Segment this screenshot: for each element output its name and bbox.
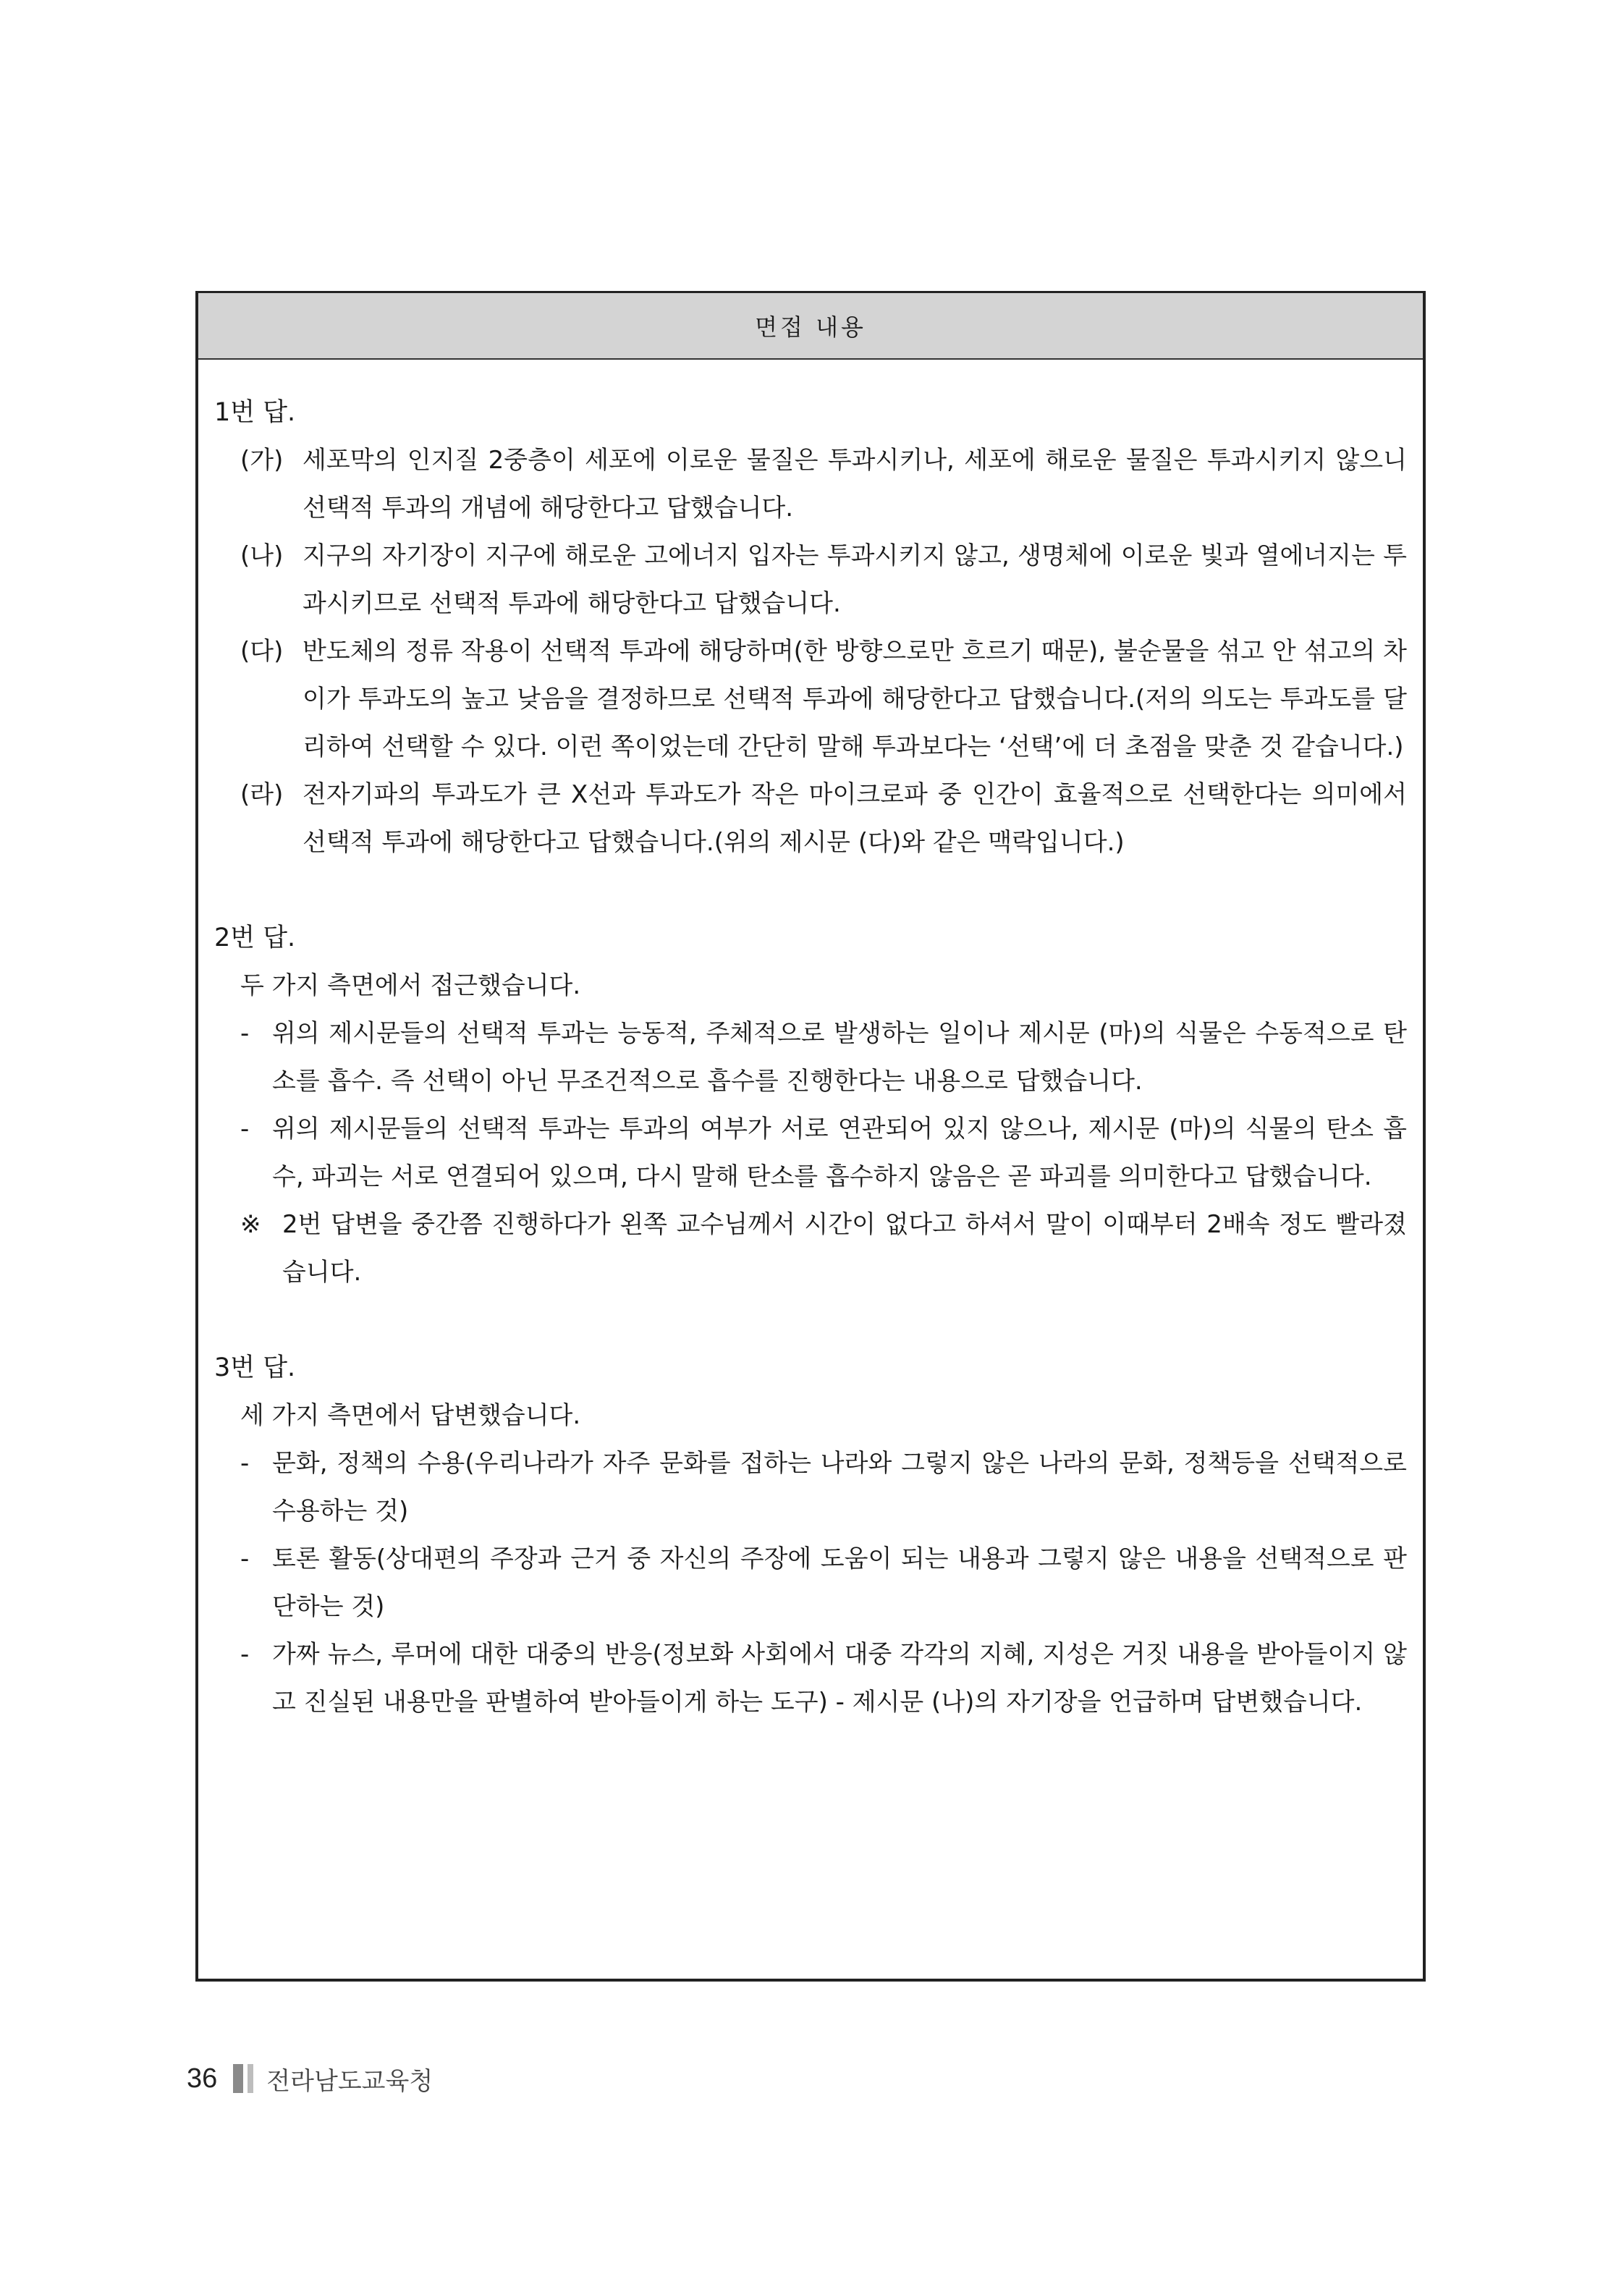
answer3-heading: 3번 답. <box>214 1353 296 1382</box>
item-marker: - <box>240 1640 250 1669</box>
answer2-intro: 두 가지 측면에서 접근했습니다. <box>240 971 581 1000</box>
item-text: 지구의 자기장이 지구에 해로운 고에너지 입자는 투과시키지 않고, 생명체에 이로운 빛과 열에너지는 투과시키므로 선택적 투과에 해당한다고 답했습니다. <box>303 541 1407 618</box>
item-text: 반도체의 정류 작용이 선택적 투과에 해당하며(한 방향으로만 흐르기 때문), 불순물을 섞고 안 섞고의 차이가 투과도의 높고 낮음을 결정하므로 선택적 투과에 해당한다고 답했습니다.(저의 의도는 투과도를 달리하여 선택할 수 있다. 이런 쪽이었는데 간단히 말해 투과보다는 ‘선택’에 더 초점을 맞춘 것 같습니다.) <box>303 637 1407 761</box>
answer3-item <box>214 1631 1407 1726</box>
item-text: 가짜 뉴스, 루머에 대한 대중의 반응(정보화 사회에서 대중 각각의 지혜, 지성은 거짓 내용을 받아들이지 않고 진실된 내용만을 판별하여 받아들이게 하는 도구) - 제시문 (나)의 자기장을 언급하며 답변했습니다. <box>272 1640 1407 1717</box>
item-marker: - <box>240 1115 250 1143</box>
answer3-intro: 세 가지 측면에서 답변했습니다. <box>240 1401 581 1430</box>
answer1-item <box>214 771 1407 866</box>
answer1-item <box>214 436 1407 532</box>
answer3-item <box>214 1439 1407 1535</box>
section-gap <box>214 1296 1407 1344</box>
item-text: 토론 활동(상대편의 주장과 근거 중 자신의 주장에 도움이 되는 내용과 그렇지 않은 내용을 선택적으로 판단하는 것) <box>272 1544 1407 1621</box>
item-text: 위의 제시문들의 선택적 투과는 능동적, 주체적으로 발생하는 일이나 제시문 (마)의 식물은 수동적으로 탄소를 흡수. 즉 선택이 아닌 무조건적으로 흡수를 진행한다는 내용으로 답했습니다. <box>272 1019 1407 1096</box>
section-gap <box>214 866 1407 914</box>
item-marker: - <box>240 1449 250 1478</box>
box-header: 면접 내용 <box>198 293 1423 360</box>
organization-name: 전라남도교육청 <box>266 2066 434 2096</box>
item-text: 전자기파의 투과도가 큰 X선과 투과도가 작은 마이크로파 중 인간이 효율적으로 선택한다는 의미에서 선택적 투과에 해당한다고 답했습니다.(위의 제시문 (다)와 같은 맥락입니다.) <box>303 780 1407 857</box>
answer1-heading: 1번 답. <box>214 398 296 427</box>
footer-bar-mark-light <box>248 2064 253 2093</box>
item-marker: (가) <box>240 446 284 475</box>
item-marker: - <box>240 1019 250 1048</box>
item-text: 문화, 정책의 수용(우리나라가 자주 문화를 접하는 나라와 그렇지 않은 나라의 문화, 정책등을 선택적으로 수용하는 것) <box>272 1449 1407 1526</box>
page-number: 36 <box>187 2063 218 2094</box>
page-footer <box>187 2057 433 2100</box>
answer3-item <box>214 1535 1407 1631</box>
answer1-item <box>214 627 1407 771</box>
item-marker: (나) <box>240 541 284 570</box>
note-text: 2번 답변을 중간쯤 진행하다가 왼쪽 교수님께서 시간이 없다고 하셔서 말이 이때부터 2배속 정도 빨라졌습니다. <box>282 1210 1407 1287</box>
item-marker: (라) <box>240 780 284 809</box>
answer2-heading: 2번 답. <box>214 923 296 952</box>
answer2-note <box>214 1201 1407 1296</box>
answer2-item <box>214 1010 1407 1105</box>
answer1-item <box>214 532 1407 627</box>
footer-bar-mark <box>233 2064 243 2093</box>
item-marker: - <box>240 1544 250 1573</box>
item-text: 세포막의 인지질 2중층이 세포에 이로운 물질은 투과시키나, 세포에 해로운 물질은 투과시키지 않으니 선택적 투과의 개념에 해당한다고 답했습니다. <box>303 446 1407 523</box>
item-marker: (다) <box>240 637 284 666</box>
answer2-item <box>214 1105 1407 1201</box>
box-body <box>198 360 1423 1726</box>
interview-content-box <box>195 291 1426 1982</box>
note-marker: ※ <box>240 1210 261 1239</box>
item-text: 위의 제시문들의 선택적 투과는 투과의 여부가 서로 연관되어 있지 않으나, 제시문 (마)의 식물의 탄소 흡수, 파괴는 서로 연결되어 있으며, 다시 말해 탄소를 흡수하지 않음은 곧 파괴를 의미한다고 답했습니다. <box>272 1115 1407 1191</box>
